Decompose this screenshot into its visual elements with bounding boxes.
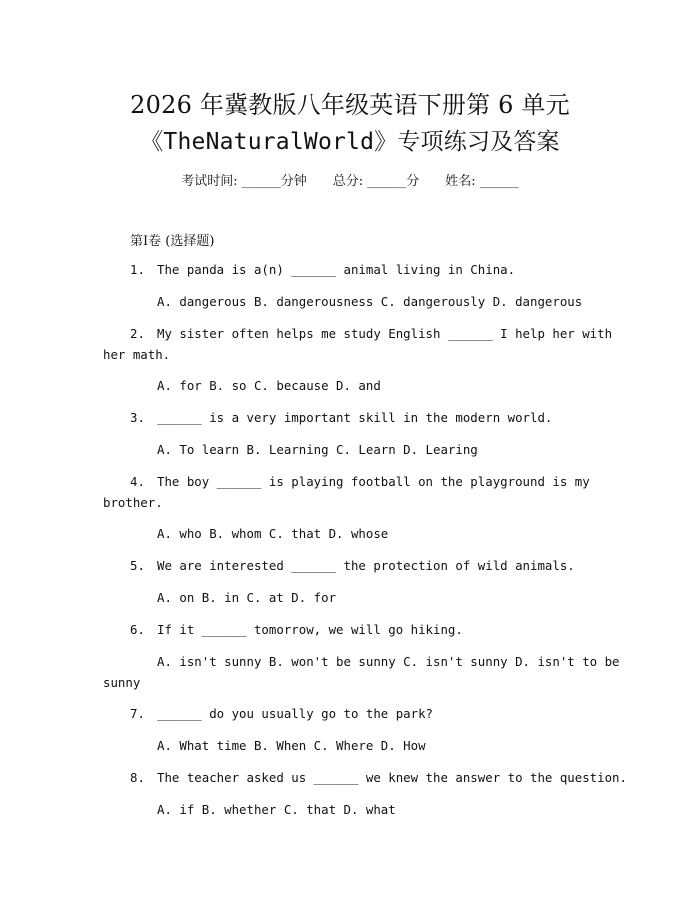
question-7-options: A. What time B. When C. Where D. How — [157, 738, 426, 753]
student-name-field: 姓名: ______ — [445, 174, 519, 189]
total-score-field: 总分: ______分 — [332, 174, 420, 189]
question-4-options: A. who B. whom C. that D. whose — [157, 526, 389, 541]
question-4 — [130, 474, 590, 489]
question-6 — [130, 622, 463, 637]
question-text: My sister often helps me study English ______ I help her with — [157, 326, 613, 341]
question-text: The boy ______ is playing football on the playground is my — [157, 474, 590, 489]
question-5 — [130, 558, 575, 573]
question-text: The teacher asked us ______ we knew the answer to the question. — [157, 770, 627, 785]
question-2 — [130, 326, 612, 341]
question-number: 1. — [130, 262, 145, 277]
question-8 — [130, 770, 627, 785]
question-1 — [130, 262, 515, 277]
question-2-options: A. for B. so C. because D. and — [157, 378, 381, 393]
question-number: 8. — [130, 770, 145, 785]
question-text: ______ is a very important skill in the modern world. — [157, 410, 553, 425]
question-3 — [130, 410, 552, 425]
question-number: 4. — [130, 474, 145, 489]
exam-time-field: 考试时间: ______分钟 — [181, 174, 307, 189]
document-title-line-2: 《TheNaturalWorld》专项练习及答案 — [140, 129, 560, 155]
question-text: ______ do you usually go to the park? — [157, 706, 434, 721]
question-7 — [130, 706, 433, 721]
question-number: 7. — [130, 706, 145, 721]
question-4-text-continued: brother. — [103, 495, 163, 510]
question-number: 5. — [130, 558, 145, 573]
question-5-options: A. on B. in C. at D. for — [157, 590, 337, 605]
question-number: 3. — [130, 410, 145, 425]
question-6-options-continued: sunny — [103, 675, 141, 690]
question-2-text-continued: her math. — [103, 347, 171, 362]
question-1-options: A. dangerous B. dangerousness C. dangerously D. dangerous — [157, 294, 583, 309]
exam-info — [0, 170, 700, 189]
section-heading: 第Ⅰ卷 (选择题) — [130, 234, 215, 249]
question-number: 6. — [130, 622, 145, 637]
question-6-options: A. isn't sunny B. won't be sunny C. isn't sunny D. isn't to be — [157, 654, 620, 669]
question-text: We are interested ______ the protection of wild animals. — [157, 558, 575, 573]
question-text: If it ______ tomorrow, we will go hiking. — [157, 622, 463, 637]
document-title-line-1: 2026 年冀教版八年级英语下册第 6 单元 — [130, 91, 570, 119]
question-text: The panda is a(n) ______ animal living in China. — [157, 262, 516, 277]
question-number: 2. — [130, 326, 145, 341]
question-3-options: A. To learn B. Learning C. Learn D. Learing — [157, 442, 478, 457]
question-8-options: A. if B. whether C. that D. what — [157, 802, 396, 817]
